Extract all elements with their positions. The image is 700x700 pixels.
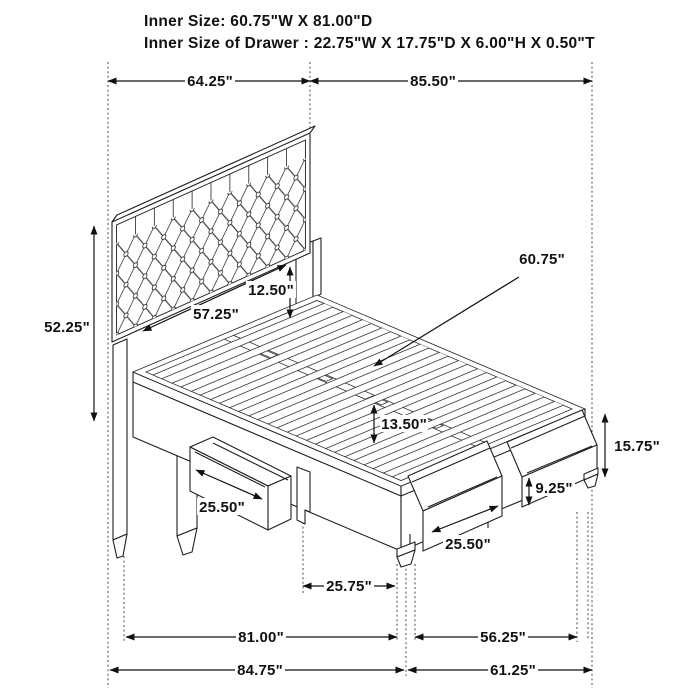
svg-text:52.25": 52.25" (44, 319, 90, 336)
dim-base-length (310, 72, 592, 90)
drawer-slot-bracket (297, 467, 310, 524)
svg-text:57.25": 57.25" (193, 306, 239, 323)
svg-text:12.50": 12.50" (248, 282, 294, 299)
dim-slat-length (374, 250, 568, 366)
dim-headboard-height (42, 226, 94, 421)
dim-leg-offset (303, 577, 395, 595)
dim-inner-length (126, 628, 397, 646)
svg-text:25.75": 25.75" (326, 578, 372, 595)
svg-text:81.00": 81.00" (238, 629, 284, 646)
dim-foot-span (415, 628, 577, 646)
svg-text:9.25": 9.25" (535, 480, 573, 497)
svg-text:15.75": 15.75" (614, 438, 660, 455)
svg-text:60.75": 60.75" (519, 251, 565, 268)
svg-text:64.25": 64.25" (187, 73, 233, 90)
bed-frame (133, 295, 585, 560)
dim-overall-length (110, 661, 404, 679)
svg-text:56.25": 56.25" (480, 629, 526, 646)
inner-size-title: Inner Size: 60.75"W X 81.00"D (144, 13, 373, 30)
svg-text:25.50": 25.50" (199, 499, 245, 516)
drawer-inner-size-title: Inner Size of Drawer : 22.75"W X 17.75"D X 6.00"H X 0.50"T (144, 35, 595, 52)
bed-drawing (112, 126, 598, 567)
dim-base-height (605, 414, 662, 477)
svg-text:61.25": 61.25" (490, 662, 536, 679)
dim-headboard-width (108, 72, 310, 90)
dim-foot-overall (408, 661, 592, 679)
headboard-left-leg (113, 339, 127, 558)
svg-text:13.50": 13.50" (381, 416, 427, 433)
svg-text:85.50": 85.50" (410, 73, 456, 90)
svg-text:25.50": 25.50" (445, 536, 491, 553)
svg-text:84.75": 84.75" (237, 662, 283, 679)
